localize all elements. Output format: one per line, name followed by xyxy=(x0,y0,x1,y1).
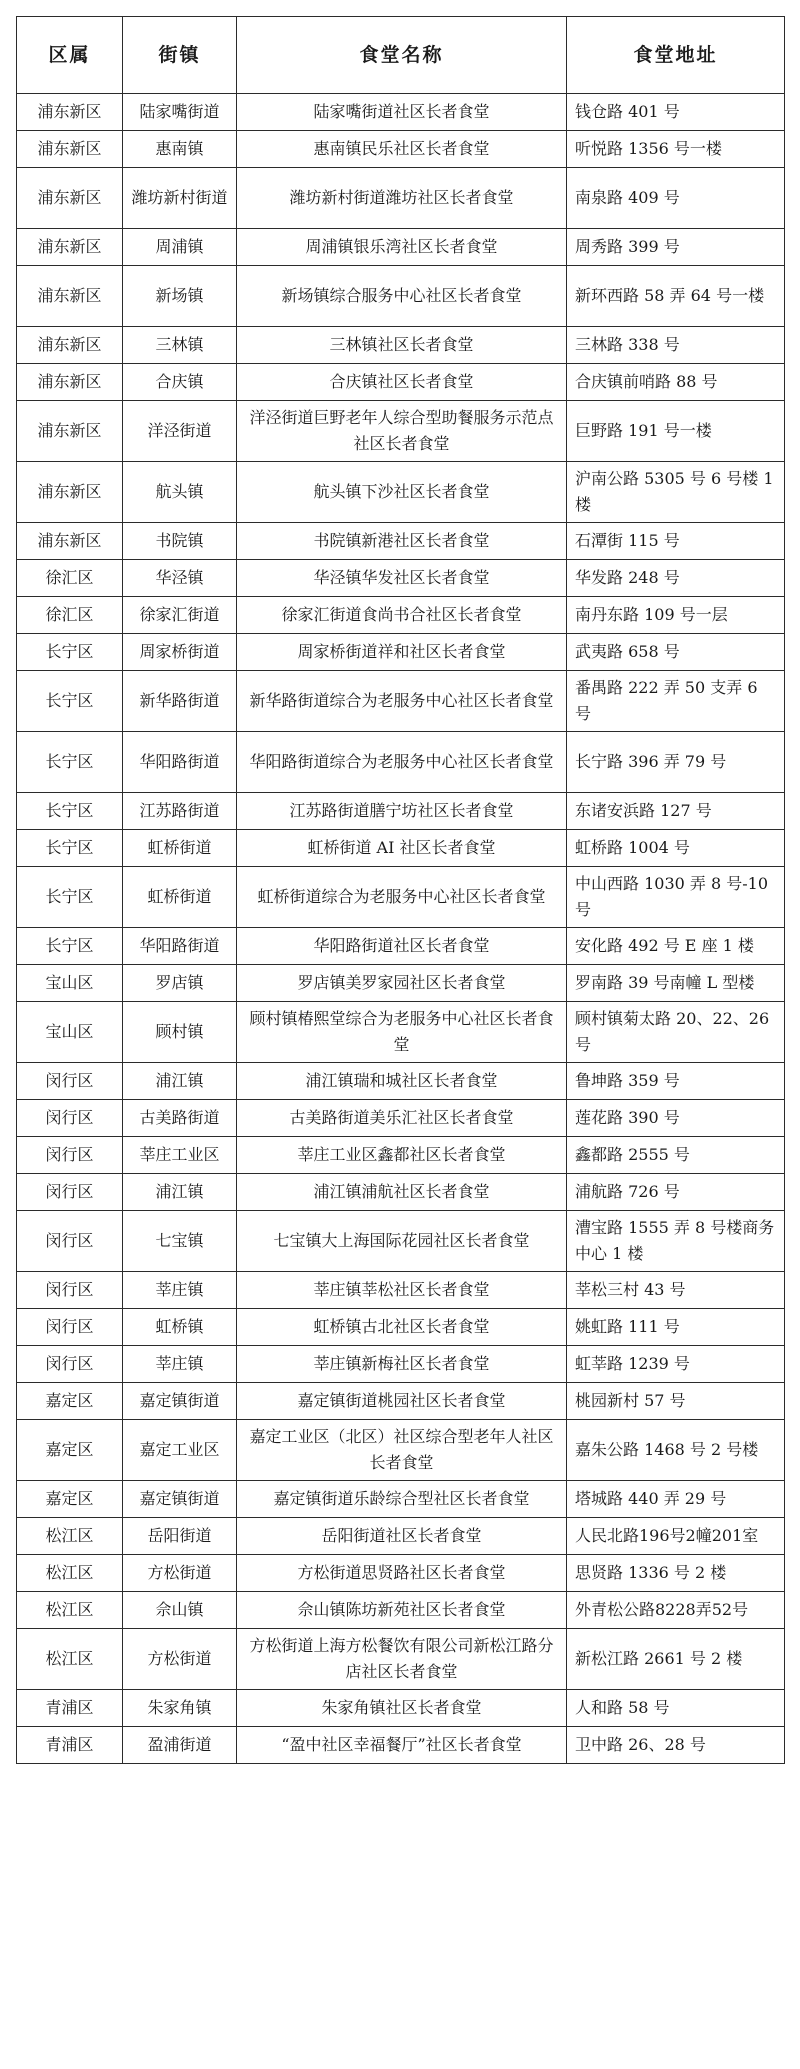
table-row xyxy=(17,401,785,462)
canteen-address-cell: 东诸安浜路 127 号 xyxy=(567,793,785,830)
table-row xyxy=(17,1002,785,1063)
district-cell: 浦东新区 xyxy=(17,168,123,229)
town-cell: 书院镇 xyxy=(123,523,237,560)
table-row xyxy=(17,1346,785,1383)
district-cell: 浦东新区 xyxy=(17,94,123,131)
header-town: 街镇 xyxy=(123,17,237,94)
canteen-name-cell: 七宝镇大上海国际花园社区长者食堂 xyxy=(237,1211,567,1272)
canteen-table-container xyxy=(16,16,784,1764)
town-cell: 江苏路街道 xyxy=(123,793,237,830)
canteen-name-cell: 虹桥街道综合为老服务中心社区长者食堂 xyxy=(237,867,567,928)
canteen-address-cell: 钱仓路 401 号 xyxy=(567,94,785,131)
district-cell: 浦东新区 xyxy=(17,327,123,364)
canteen-name-cell: 江苏路街道膳宁坊社区长者食堂 xyxy=(237,793,567,830)
district-cell: 嘉定区 xyxy=(17,1481,123,1518)
table-row xyxy=(17,1592,785,1629)
town-cell: 佘山镇 xyxy=(123,1592,237,1629)
canteen-address-cell: 虹莘路 1239 号 xyxy=(567,1346,785,1383)
table-row xyxy=(17,671,785,732)
header-district: 区属 xyxy=(17,17,123,94)
canteen-address-cell: 顾村镇菊太路 20、22、26 号 xyxy=(567,1002,785,1063)
town-cell: 顾村镇 xyxy=(123,1002,237,1063)
district-cell: 浦东新区 xyxy=(17,131,123,168)
canteen-table xyxy=(16,16,785,1764)
canteen-name-cell: 三林镇社区长者食堂 xyxy=(237,327,567,364)
town-cell: 航头镇 xyxy=(123,462,237,523)
header-canteen-name: 食堂名称 xyxy=(237,17,567,94)
canteen-name-cell: “盈中社区幸福餐厅”社区长者食堂 xyxy=(237,1727,567,1764)
district-cell: 宝山区 xyxy=(17,1002,123,1063)
canteen-address-cell: 思贤路 1336 号 2 楼 xyxy=(567,1555,785,1592)
canteen-name-cell: 顾村镇椿熙堂综合为老服务中心社区长者食堂 xyxy=(237,1002,567,1063)
header-canteen-address: 食堂地址 xyxy=(567,17,785,94)
table-row xyxy=(17,1555,785,1592)
district-cell: 松江区 xyxy=(17,1555,123,1592)
town-cell: 岳阳街道 xyxy=(123,1518,237,1555)
town-cell: 华泾镇 xyxy=(123,560,237,597)
table-row xyxy=(17,634,785,671)
district-cell: 闵行区 xyxy=(17,1100,123,1137)
canteen-name-cell: 虹桥镇古北社区长者食堂 xyxy=(237,1309,567,1346)
table-row xyxy=(17,131,785,168)
canteen-name-cell: 新场镇综合服务中心社区长者食堂 xyxy=(237,266,567,327)
table-row xyxy=(17,1690,785,1727)
canteen-name-cell: 书院镇新港社区长者食堂 xyxy=(237,523,567,560)
town-cell: 新场镇 xyxy=(123,266,237,327)
town-cell: 周家桥街道 xyxy=(123,634,237,671)
table-row xyxy=(17,229,785,266)
canteen-address-cell: 外青松公路8228弄52号 xyxy=(567,1592,785,1629)
town-cell: 罗店镇 xyxy=(123,965,237,1002)
district-cell: 浦东新区 xyxy=(17,462,123,523)
table-row xyxy=(17,1383,785,1420)
district-cell: 闵行区 xyxy=(17,1346,123,1383)
canteen-name-cell: 浦江镇浦航社区长者食堂 xyxy=(237,1174,567,1211)
canteen-name-cell: 惠南镇民乐社区长者食堂 xyxy=(237,131,567,168)
canteen-address-cell: 鲁坤路 359 号 xyxy=(567,1063,785,1100)
canteen-name-cell: 新华路街道综合为老服务中心社区长者食堂 xyxy=(237,671,567,732)
district-cell: 闵行区 xyxy=(17,1309,123,1346)
canteen-address-cell: 南丹东路 109 号一层 xyxy=(567,597,785,634)
table-row xyxy=(17,928,785,965)
town-cell: 合庆镇 xyxy=(123,364,237,401)
canteen-name-cell: 浦江镇瑞和城社区长者食堂 xyxy=(237,1063,567,1100)
district-cell: 浦东新区 xyxy=(17,266,123,327)
canteen-name-cell: 莘庄镇新梅社区长者食堂 xyxy=(237,1346,567,1383)
canteen-name-cell: 嘉定镇街道桃园社区长者食堂 xyxy=(237,1383,567,1420)
town-cell: 七宝镇 xyxy=(123,1211,237,1272)
canteen-name-cell: 洋泾街道巨野老年人综合型助餐服务示范点社区长者食堂 xyxy=(237,401,567,462)
table-row xyxy=(17,1518,785,1555)
canteen-address-cell: 莘松三村 43 号 xyxy=(567,1272,785,1309)
canteen-name-cell: 莘庄工业区鑫都社区长者食堂 xyxy=(237,1137,567,1174)
canteen-name-cell: 岳阳街道社区长者食堂 xyxy=(237,1518,567,1555)
town-cell: 盈浦街道 xyxy=(123,1727,237,1764)
canteen-address-cell: 罗南路 39 号南幢 L 型楼 xyxy=(567,965,785,1002)
canteen-address-cell: 石潭街 115 号 xyxy=(567,523,785,560)
town-cell: 朱家角镇 xyxy=(123,1690,237,1727)
table-row xyxy=(17,793,785,830)
town-cell: 周浦镇 xyxy=(123,229,237,266)
table-row xyxy=(17,327,785,364)
table-row xyxy=(17,94,785,131)
canteen-address-cell: 嘉朱公路 1468 号 2 号楼 xyxy=(567,1420,785,1481)
canteen-address-cell: 听悦路 1356 号一楼 xyxy=(567,131,785,168)
canteen-address-cell: 桃园新村 57 号 xyxy=(567,1383,785,1420)
table-row xyxy=(17,830,785,867)
town-cell: 惠南镇 xyxy=(123,131,237,168)
canteen-address-cell: 华发路 248 号 xyxy=(567,560,785,597)
canteen-address-cell: 中山西路 1030 弄 8 号-10 号 xyxy=(567,867,785,928)
canteen-name-cell: 华阳路街道综合为老服务中心社区长者食堂 xyxy=(237,732,567,793)
canteen-name-cell: 合庆镇社区长者食堂 xyxy=(237,364,567,401)
table-row xyxy=(17,1629,785,1690)
table-row xyxy=(17,1137,785,1174)
canteen-address-cell: 新松江路 2661 号 2 楼 xyxy=(567,1629,785,1690)
district-cell: 青浦区 xyxy=(17,1690,123,1727)
canteen-name-cell: 佘山镇陈坊新苑社区长者食堂 xyxy=(237,1592,567,1629)
town-cell: 三林镇 xyxy=(123,327,237,364)
town-cell: 嘉定工业区 xyxy=(123,1420,237,1481)
canteen-name-cell: 华泾镇华发社区长者食堂 xyxy=(237,560,567,597)
canteen-name-cell: 方松街道思贤路社区长者食堂 xyxy=(237,1555,567,1592)
table-row xyxy=(17,1481,785,1518)
district-cell: 长宁区 xyxy=(17,793,123,830)
canteen-address-cell: 三林路 338 号 xyxy=(567,327,785,364)
table-row xyxy=(17,523,785,560)
district-cell: 松江区 xyxy=(17,1629,123,1690)
district-cell: 闵行区 xyxy=(17,1137,123,1174)
district-cell: 松江区 xyxy=(17,1592,123,1629)
district-cell: 徐汇区 xyxy=(17,597,123,634)
district-cell: 宝山区 xyxy=(17,965,123,1002)
table-body xyxy=(17,94,785,1764)
canteen-address-cell: 巨野路 191 号一楼 xyxy=(567,401,785,462)
district-cell: 长宁区 xyxy=(17,867,123,928)
town-cell: 华阳路街道 xyxy=(123,732,237,793)
town-cell: 虹桥街道 xyxy=(123,867,237,928)
town-cell: 浦江镇 xyxy=(123,1174,237,1211)
canteen-address-cell: 番禺路 222 弄 50 支弄 6 号 xyxy=(567,671,785,732)
district-cell: 浦东新区 xyxy=(17,401,123,462)
table-row xyxy=(17,867,785,928)
canteen-name-cell: 莘庄镇莘松社区长者食堂 xyxy=(237,1272,567,1309)
town-cell: 陆家嘴街道 xyxy=(123,94,237,131)
district-cell: 长宁区 xyxy=(17,634,123,671)
town-cell: 浦江镇 xyxy=(123,1063,237,1100)
town-cell: 嘉定镇街道 xyxy=(123,1481,237,1518)
table-row xyxy=(17,1174,785,1211)
canteen-address-cell: 莲花路 390 号 xyxy=(567,1100,785,1137)
town-cell: 嘉定镇街道 xyxy=(123,1383,237,1420)
canteen-address-cell: 安化路 492 号 E 座 1 楼 xyxy=(567,928,785,965)
table-row xyxy=(17,1272,785,1309)
table-row xyxy=(17,364,785,401)
town-cell: 洋泾街道 xyxy=(123,401,237,462)
canteen-address-cell: 人民北路196号2幢201室 xyxy=(567,1518,785,1555)
canteen-name-cell: 徐家汇街道食尚书合社区长者食堂 xyxy=(237,597,567,634)
canteen-name-cell: 周浦镇银乐湾社区长者食堂 xyxy=(237,229,567,266)
table-row xyxy=(17,965,785,1002)
town-cell: 方松街道 xyxy=(123,1555,237,1592)
canteen-name-cell: 朱家角镇社区长者食堂 xyxy=(237,1690,567,1727)
district-cell: 闵行区 xyxy=(17,1272,123,1309)
table-header-row xyxy=(17,17,785,94)
canteen-address-cell: 人和路 58 号 xyxy=(567,1690,785,1727)
table-row xyxy=(17,1063,785,1100)
canteen-name-cell: 方松街道上海方松餐饮有限公司新松江路分店社区长者食堂 xyxy=(237,1629,567,1690)
canteen-name-cell: 嘉定工业区（北区）社区综合型老年人社区长者食堂 xyxy=(237,1420,567,1481)
district-cell: 浦东新区 xyxy=(17,364,123,401)
district-cell: 浦东新区 xyxy=(17,523,123,560)
table-row xyxy=(17,1309,785,1346)
town-cell: 华阳路街道 xyxy=(123,928,237,965)
canteen-address-cell: 周秀路 399 号 xyxy=(567,229,785,266)
district-cell: 松江区 xyxy=(17,1518,123,1555)
canteen-address-cell: 卫中路 26、28 号 xyxy=(567,1727,785,1764)
district-cell: 徐汇区 xyxy=(17,560,123,597)
canteen-name-cell: 航头镇下沙社区长者食堂 xyxy=(237,462,567,523)
table-row xyxy=(17,1727,785,1764)
district-cell: 嘉定区 xyxy=(17,1420,123,1481)
town-cell: 虹桥镇 xyxy=(123,1309,237,1346)
table-row xyxy=(17,462,785,523)
town-cell: 方松街道 xyxy=(123,1629,237,1690)
town-cell: 徐家汇街道 xyxy=(123,597,237,634)
district-cell: 长宁区 xyxy=(17,928,123,965)
canteen-name-cell: 潍坊新村街道潍坊社区长者食堂 xyxy=(237,168,567,229)
table-row xyxy=(17,1211,785,1272)
canteen-address-cell: 漕宝路 1555 弄 8 号楼商务中心 1 楼 xyxy=(567,1211,785,1272)
canteen-address-cell: 长宁路 396 弄 79 号 xyxy=(567,732,785,793)
canteen-address-cell: 浦航路 726 号 xyxy=(567,1174,785,1211)
canteen-name-cell: 周家桥街道祥和社区长者食堂 xyxy=(237,634,567,671)
district-cell: 长宁区 xyxy=(17,732,123,793)
canteen-name-cell: 古美路街道美乐汇社区长者食堂 xyxy=(237,1100,567,1137)
district-cell: 闵行区 xyxy=(17,1211,123,1272)
town-cell: 莘庄镇 xyxy=(123,1272,237,1309)
canteen-name-cell: 罗店镇美罗家园社区长者食堂 xyxy=(237,965,567,1002)
table-row xyxy=(17,1100,785,1137)
canteen-name-cell: 陆家嘴街道社区长者食堂 xyxy=(237,94,567,131)
town-cell: 虹桥街道 xyxy=(123,830,237,867)
canteen-address-cell: 武夷路 658 号 xyxy=(567,634,785,671)
canteen-address-cell: 新环西路 58 弄 64 号一楼 xyxy=(567,266,785,327)
town-cell: 潍坊新村街道 xyxy=(123,168,237,229)
town-cell: 莘庄工业区 xyxy=(123,1137,237,1174)
table-row xyxy=(17,168,785,229)
canteen-address-cell: 鑫都路 2555 号 xyxy=(567,1137,785,1174)
canteen-address-cell: 南泉路 409 号 xyxy=(567,168,785,229)
district-cell: 浦东新区 xyxy=(17,229,123,266)
town-cell: 新华路街道 xyxy=(123,671,237,732)
table-row xyxy=(17,597,785,634)
district-cell: 闵行区 xyxy=(17,1174,123,1211)
canteen-address-cell: 姚虹路 111 号 xyxy=(567,1309,785,1346)
canteen-name-cell: 华阳路街道社区长者食堂 xyxy=(237,928,567,965)
district-cell: 长宁区 xyxy=(17,830,123,867)
canteen-address-cell: 虹桥路 1004 号 xyxy=(567,830,785,867)
district-cell: 青浦区 xyxy=(17,1727,123,1764)
canteen-address-cell: 塔城路 440 弄 29 号 xyxy=(567,1481,785,1518)
canteen-name-cell: 嘉定镇街道乐龄综合型社区长者食堂 xyxy=(237,1481,567,1518)
canteen-address-cell: 合庆镇前哨路 88 号 xyxy=(567,364,785,401)
table-row xyxy=(17,1420,785,1481)
district-cell: 长宁区 xyxy=(17,671,123,732)
town-cell: 古美路街道 xyxy=(123,1100,237,1137)
town-cell: 莘庄镇 xyxy=(123,1346,237,1383)
canteen-name-cell: 虹桥街道 AI 社区长者食堂 xyxy=(237,830,567,867)
table-row xyxy=(17,266,785,327)
canteen-address-cell: 沪南公路 5305 号 6 号楼 1 楼 xyxy=(567,462,785,523)
district-cell: 嘉定区 xyxy=(17,1383,123,1420)
district-cell: 闵行区 xyxy=(17,1063,123,1100)
table-row xyxy=(17,560,785,597)
table-row xyxy=(17,732,785,793)
